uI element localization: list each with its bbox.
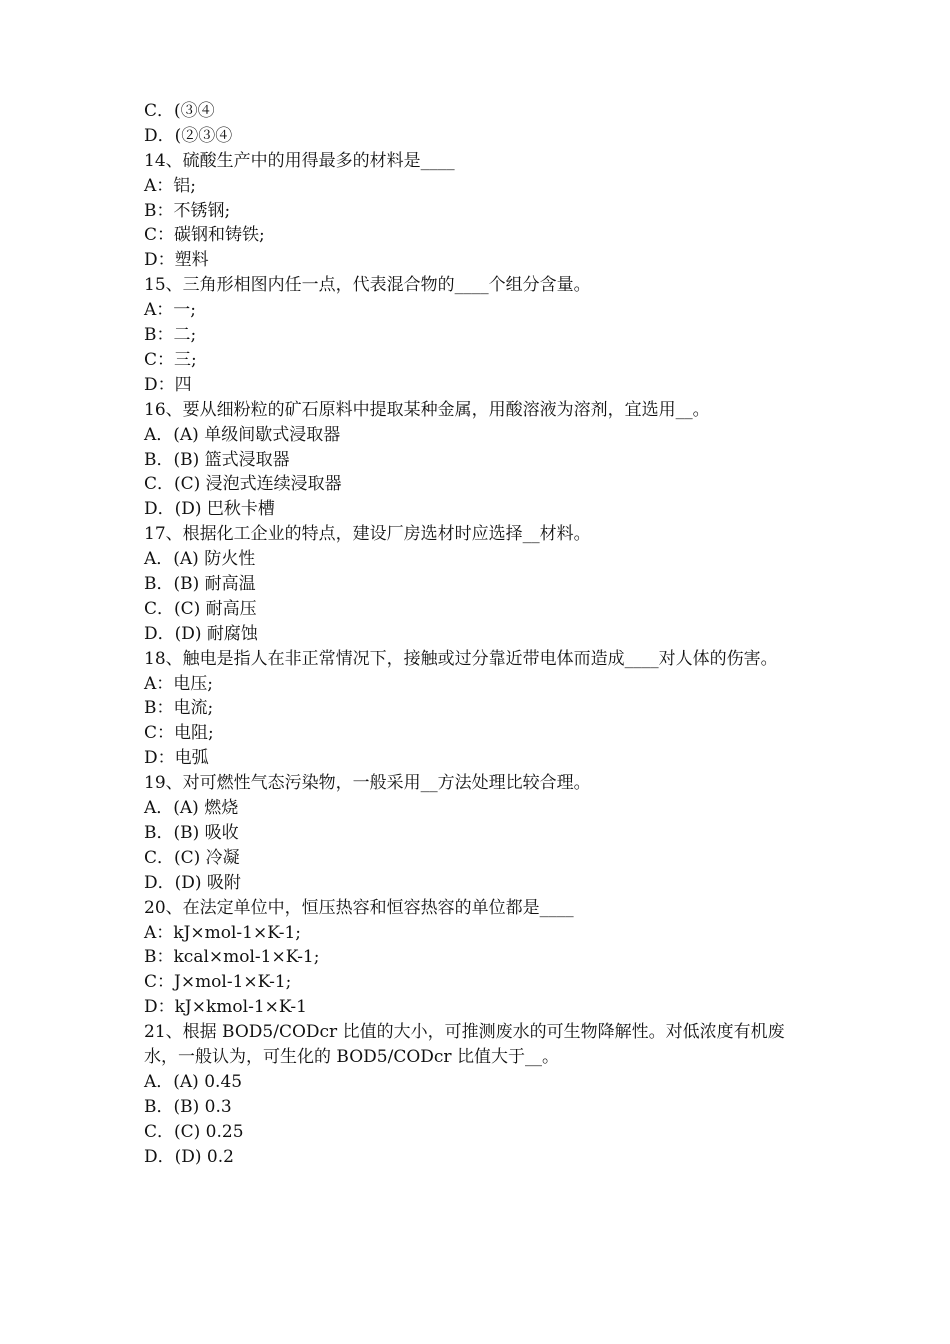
document-page	[144, 99, 814, 1169]
option-c: C．(C) 冷凝	[144, 847, 240, 868]
option-b: B：电流;	[144, 698, 214, 719]
question-stem: 18、触电是指人在非正常情况下，接触或过分靠近带电体而造成____对人体的伤害。	[144, 648, 778, 669]
option-b: B．(B) 耐高温	[144, 573, 256, 594]
option-a: A．(A) 防火性	[144, 549, 256, 570]
option-a: A．(A) 0.45	[144, 1071, 243, 1092]
option-c: C：J×mol-1×K-1;	[144, 972, 292, 993]
option-d: D：kJ×kmol-1×K-1	[144, 997, 307, 1018]
question-stem: 17、根据化工企业的特点，建设厂房选材时应选择__材料。	[144, 524, 591, 545]
question-15	[144, 273, 814, 397]
option-c: C．(C) 浸泡式连续浸取器	[144, 474, 342, 495]
question-stem: 20、在法定单位中，恒压热容和恒容热容的单位都是____	[144, 897, 574, 918]
option-b: B：kcal×mol-1×K-1;	[144, 947, 320, 968]
option-d: D：四	[144, 374, 192, 395]
question-21	[144, 1020, 814, 1169]
option-a: A：电压;	[144, 673, 214, 694]
option-b: B．(B) 吸收	[144, 822, 239, 843]
option-d: D．(D) 巴秋卡槽	[144, 499, 275, 520]
option-a: A：kJ×mol-1×K-1;	[144, 922, 301, 943]
option-b: B．(B) 篮式浸取器	[144, 449, 290, 470]
option-a: A：铝;	[144, 175, 197, 196]
question-19	[144, 771, 814, 895]
option-a: A：一;	[144, 300, 197, 321]
option-c: C：电阻;	[144, 723, 214, 744]
option-d: D：塑料	[144, 250, 209, 271]
question-stem: 15、三角形相图内任一点，代表混合物的____个组分含量。	[144, 275, 591, 296]
question-14	[144, 149, 814, 273]
question-18	[144, 647, 814, 771]
question-17	[144, 522, 814, 646]
option-d: D．(D) 耐腐蚀	[144, 623, 258, 644]
option-c: C：三;	[144, 349, 197, 370]
option-line: C．(③④	[144, 101, 215, 121]
option-b: B：不锈钢;	[144, 200, 231, 221]
question-stem: 14、硫酸生产中的用得最多的材料是____	[144, 150, 455, 171]
question-stem: 21、根据 BOD5/CODcr 比值的大小，可推测废水的可生物降解性。对低浓度有机废水，一般认为，可生化的 BOD5/CODcr 比值大于__。	[144, 1022, 785, 1067]
option-d: D．(D) 吸附	[144, 872, 241, 893]
option-b: B．(B) 0.3	[144, 1096, 232, 1117]
question-stem: 19、对可燃性气态污染物，一般采用__方法处理比较合理。	[144, 773, 591, 794]
option-c: C．(C) 0.25	[144, 1121, 244, 1142]
option-b: B：二;	[144, 325, 197, 346]
option-c: C：碳钢和铸铁;	[144, 225, 265, 246]
option-d: D：电弧	[144, 748, 209, 769]
option-c: C．(C) 耐高压	[144, 598, 257, 619]
option-a: A．(A) 燃烧	[144, 798, 239, 819]
option-d: D．(D) 0.2	[144, 1146, 234, 1167]
option-a: A．(A) 单级间歇式浸取器	[144, 424, 341, 445]
question-20	[144, 896, 814, 1020]
question-16	[144, 398, 814, 522]
question-stem: 16、要从细粉粒的矿石原料中提取某种金属，用酸溶液为溶剂，宜选用__。	[144, 399, 710, 420]
option-line: D．(②③④	[144, 125, 233, 146]
